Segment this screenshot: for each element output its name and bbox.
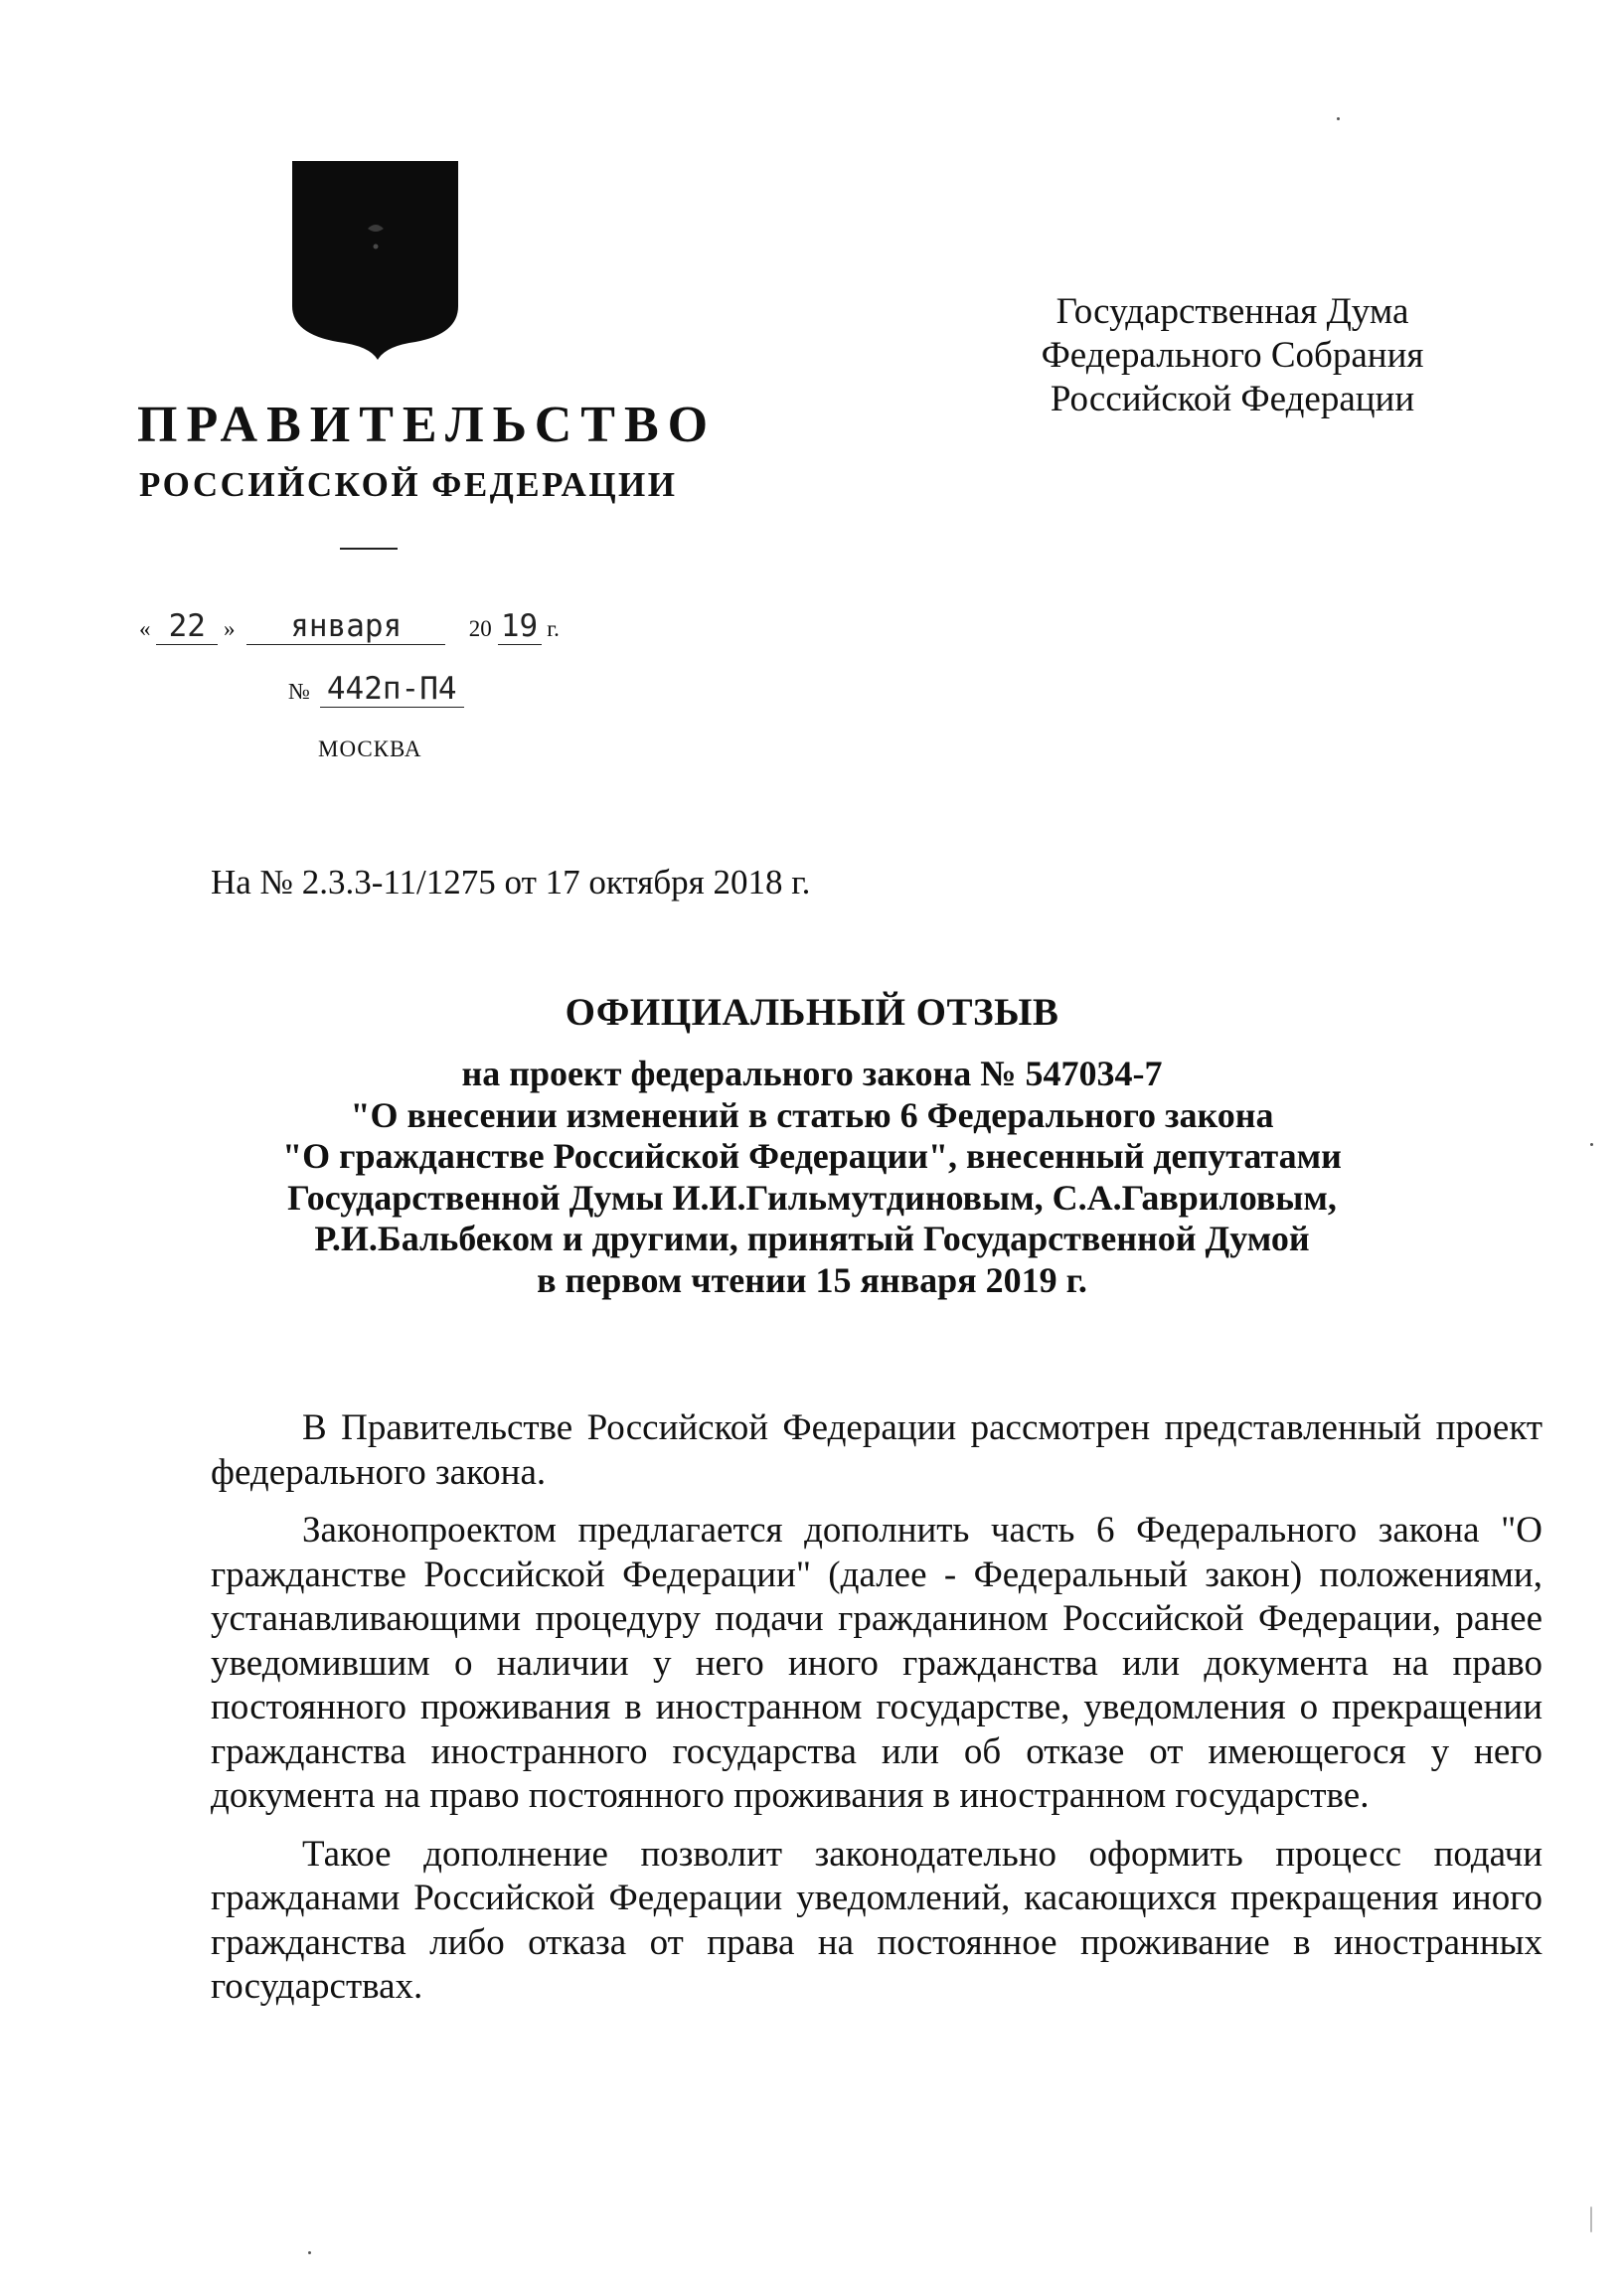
body-paragraph: В Правительстве Российской Федерации рассмотрен представленный проект федерального закона. — [211, 1407, 1543, 1493]
subtitle-line: "О гражданстве Российской Федерации", внесенный депутатами — [282, 1136, 1342, 1176]
subtitle-line: на проект федерального закона № 547034-7 — [461, 1054, 1163, 1093]
addressee-line: Федерального Собрания — [1041, 335, 1424, 376]
body-paragraph: Такое дополнение позволит законодательно оформить процесс подачи гражданами Российской Федерации уведомлений, касающихся прекращения иного гражданства либо отказа от права на постоянное проживание в иностранных государствах. — [211, 1833, 1543, 2007]
addressee-block — [994, 290, 1471, 421]
date-day: 22 — [156, 608, 218, 645]
date-year-mark: г. — [547, 616, 560, 641]
date-close-quote: » — [224, 616, 236, 641]
document-title: ОФИЦИАЛЬНЫЙ ОТЗЫВ — [565, 991, 1059, 1034]
subtitle-line: в первом чтении 15 января 2019 г. — [537, 1259, 1087, 1300]
date-open-quote: « — [139, 616, 151, 641]
number-sign: № — [288, 679, 310, 704]
document-number: 442п-П4 — [320, 671, 464, 708]
org-title: ПРАВИТЕЛЬСТВО — [137, 397, 718, 453]
addressee-line: Государственная Дума — [1056, 291, 1409, 332]
date-year-suffix: 19 — [498, 608, 542, 645]
reference-line: На № 2.3.3-11/1275 от 17 октября 2018 г. — [211, 863, 811, 902]
subtitle-line: "О внесении изменений в статью 6 Федерального закона — [350, 1094, 1274, 1135]
date-year-prefix: 20 — [468, 616, 492, 641]
document-body — [211, 1406, 1543, 2024]
subtitle-line: Р.И.Бальбеком и другими, принятый Государственной Думой — [314, 1219, 1310, 1258]
scan-speck — [1590, 2207, 1592, 2232]
scan-speck — [308, 2251, 311, 2254]
body-paragraph: Законопроектом предлагается дополнить часть 6 Федерального закона "О гражданстве Российской Федерации" (далее - Федеральный закон) положениями, устанавливающими процедуру подачи гражданином Российской Федерации, ранее уведомившим о наличии у него иного гражданства или документа на право постоянного проживания в иностранном государстве, уведомления о прекращении гражданства иностранного государства или об отказе от имеющегося у него документа на право постоянного проживания в иностранном государстве. — [211, 1510, 1543, 1816]
subtitle-line: Государственной Думы И.И.Гильмутдиновым, С.А.Гавриловым, — [287, 1177, 1337, 1218]
scan-speck — [1590, 1143, 1593, 1146]
org-subtitle: РОССИЙСКОЙ ФЕДЕРАЦИИ — [139, 465, 678, 504]
date-month: января — [246, 608, 445, 645]
scan-speck — [1337, 117, 1340, 120]
divider — [340, 548, 398, 550]
city: МОСКВА — [318, 737, 422, 761]
russian-coat-of-arms-icon — [288, 157, 462, 361]
outgoing-number — [288, 671, 464, 708]
document-subtitle — [0, 1054, 1624, 1301]
outgoing-date — [139, 608, 560, 652]
addressee-line: Российской Федерации — [1050, 379, 1415, 419]
